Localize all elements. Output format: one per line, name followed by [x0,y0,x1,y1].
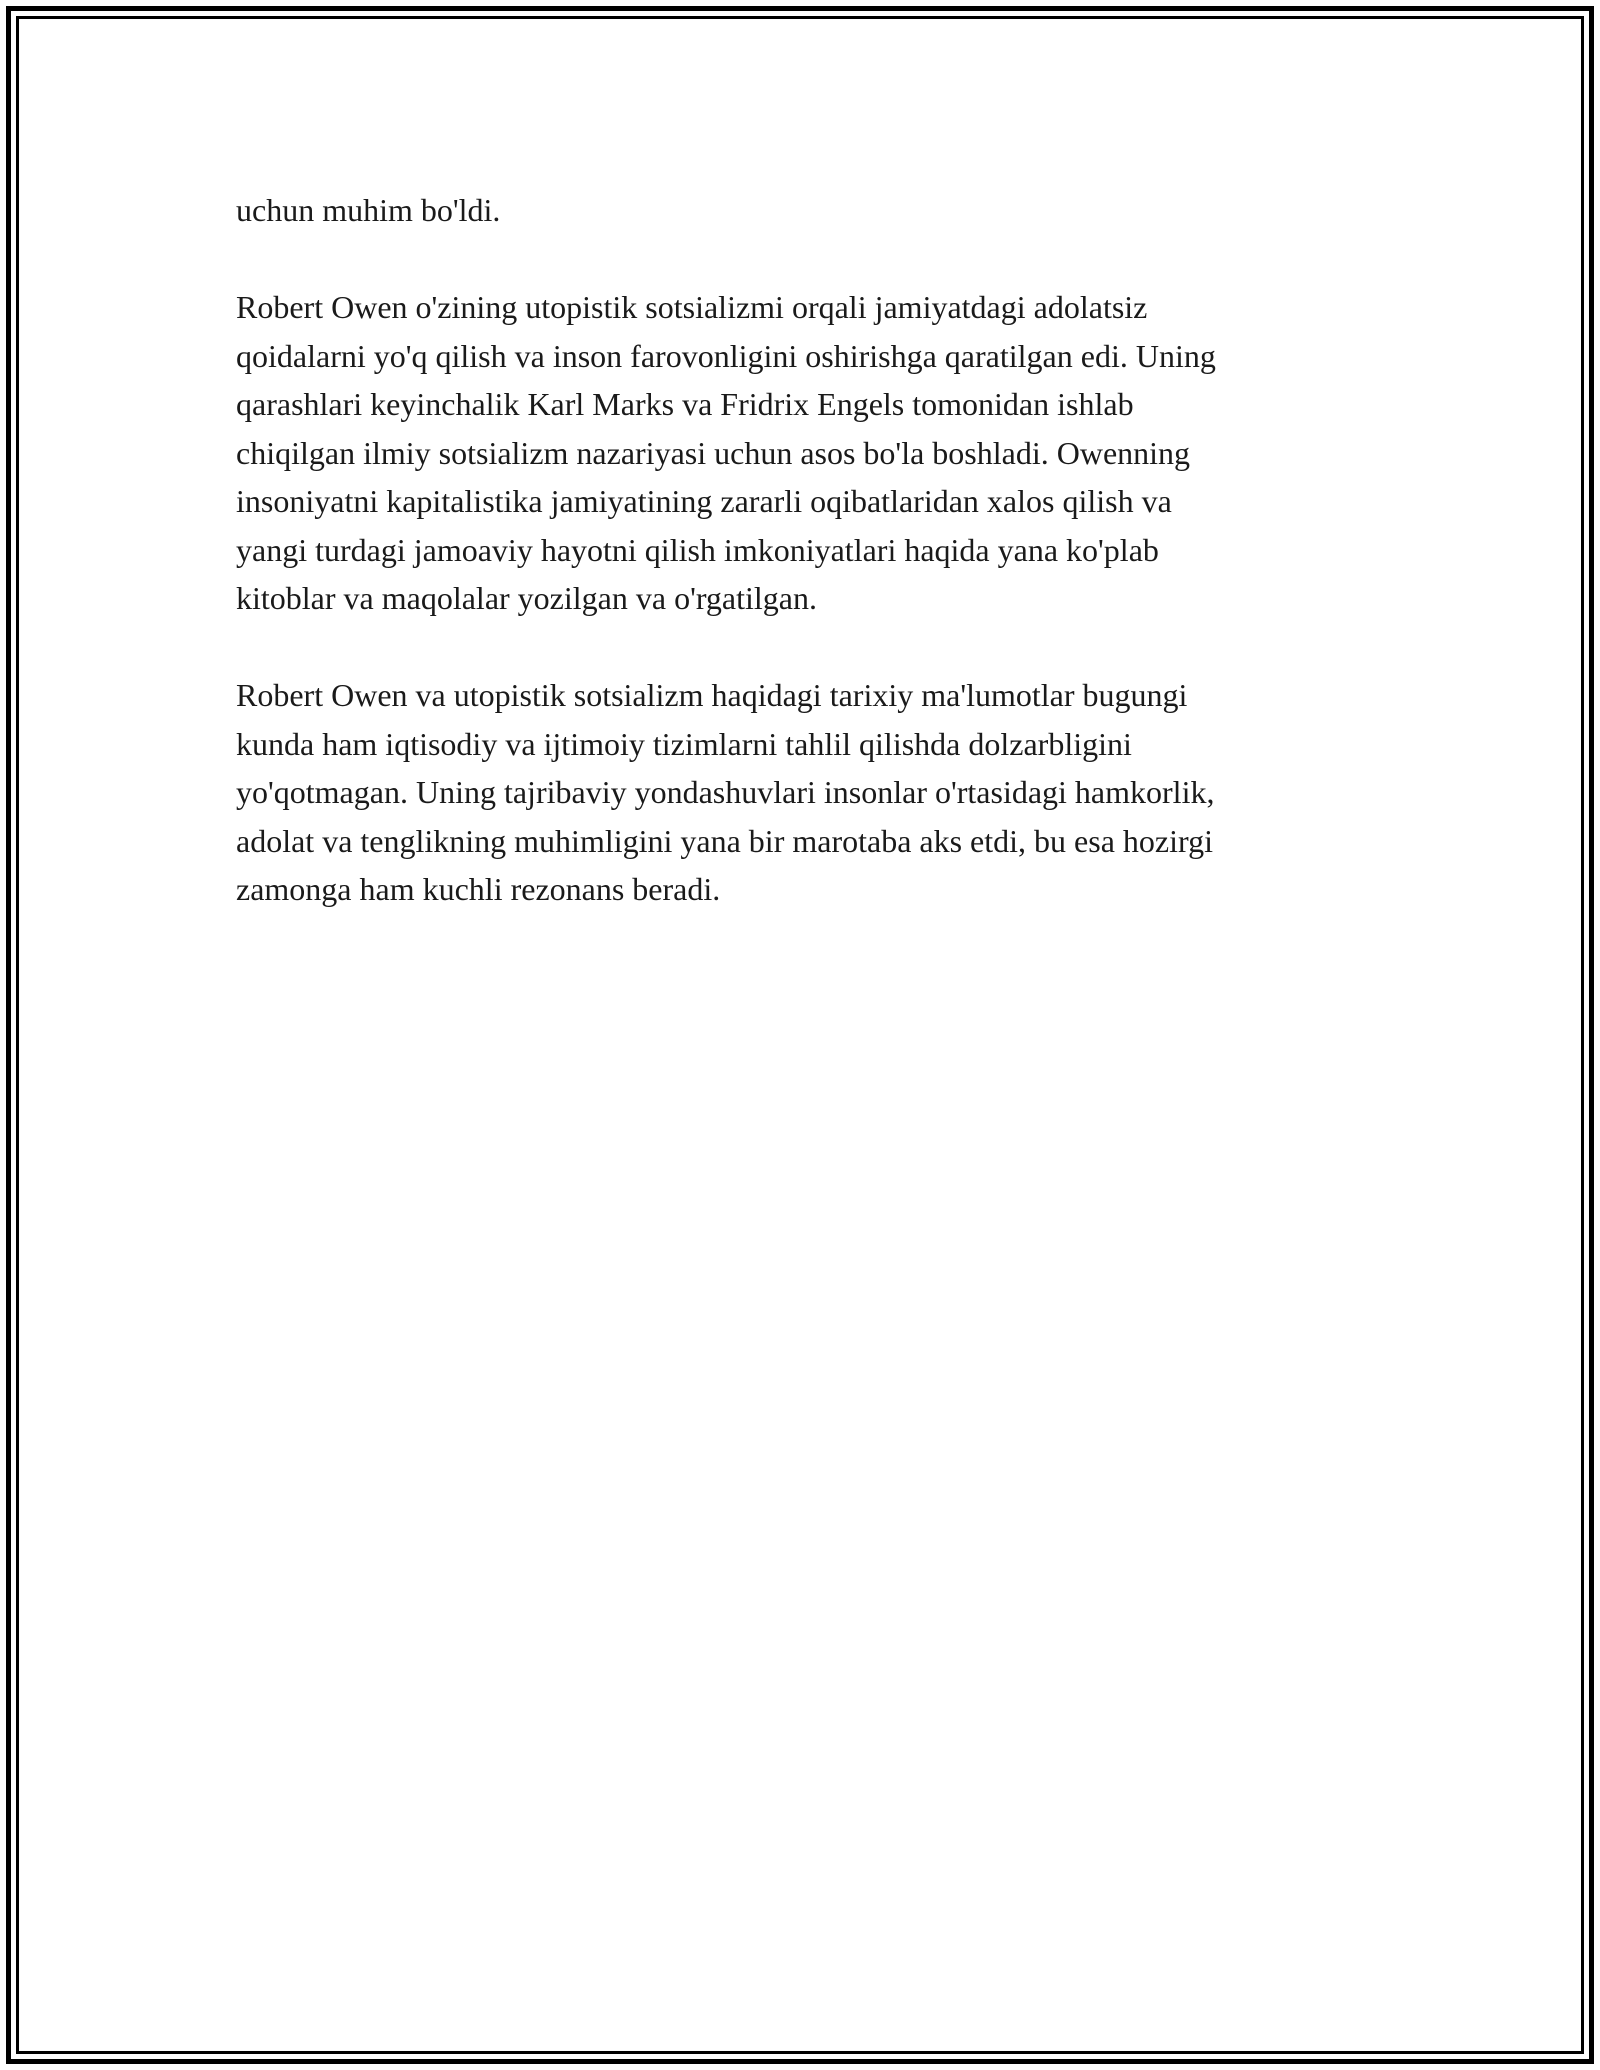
paragraph-1 [236,186,1376,235]
text-line: Robert Owen va utopistik sotsializm haqidagi tarixiy ma'lumotlar bugungi [236,677,1188,713]
document-body [236,186,1376,962]
paragraph-3 [236,671,1376,914]
text-line: zamonga ham kuchli rezonans beradi. [236,871,721,907]
text-line: kitoblar va maqolalar yozilgan va o'rgatilgan. [236,580,817,616]
text-line: adolat va tenglikning muhimligini yana bir marotaba aks etdi, bu esa hozirgi [236,822,1213,859]
text-line: uchun muhim bo'ldi. [236,192,501,228]
text-line: chiqilgan ilmiy sotsializm nazariyasi uchun asos bo'la boshladi. Owenning [236,434,1191,471]
text-line: insoniyatni kapitalistika jamiyatining zararli oqibatlaridan xalos qilish va [236,483,1172,519]
text-line: kunda ham iqtisodiy va ijtimoiy tizimlarni tahlil qilishda dolzarbligini [236,725,1132,762]
text-line: yangi turdagi jamoaviy hayotni qilish imkoniyatlari haqida yana ko'plab [236,531,1159,568]
text-line: yo'qotmagan. Uning tajribaviy yondashuvlari insonlar o'rtasidagi hamkorlik, [236,774,1215,810]
text-line: Robert Owen o'zining utopistik sotsializmi orqali jamiyatdagi adolatsiz [236,289,1148,325]
text-line: qoidalarni yo'q qilish va inson farovonligini oshirishga qaratilgan edi. Uning [236,337,1216,374]
paragraph-2 [236,283,1376,623]
text-line: qarashlari keyinchalik Karl Marks va Fridrix Engels tomonidan ishlab [236,386,1134,422]
